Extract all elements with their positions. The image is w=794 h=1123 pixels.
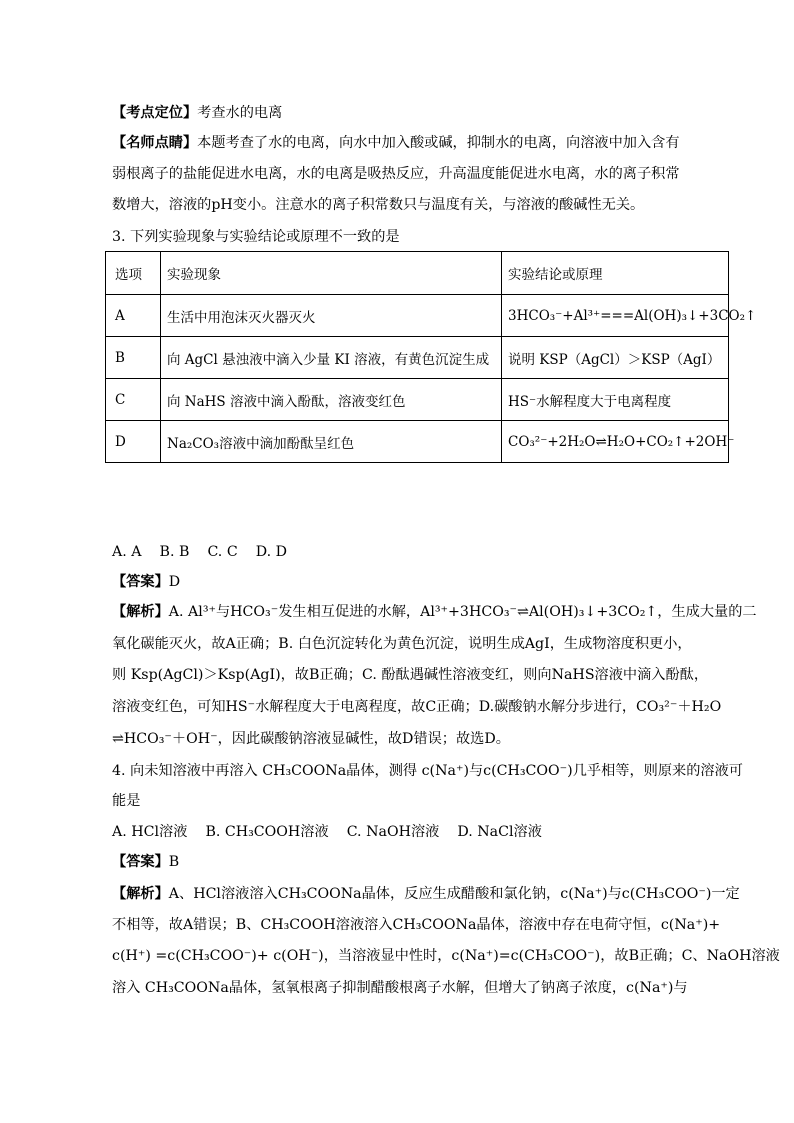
explanation-text: A. Al³⁺与HCO₃⁻发生相互促进的水解，Al³⁺+3HCO₃⁻⇌Al(OH)₃↓+3CO₂↑，生成大量的二 — [168, 604, 757, 620]
mingshi-line-3: 数增大，溶液的pH变小。注意水的离子积常数只与温度有关，与溶液的酸碱性无关。 — [112, 197, 645, 213]
mingshi-line — [112, 133, 680, 153]
explanation-line: 溶入 CH₃COONa晶体，氢氧根离子抑制醋酸根离子水解，但增大了钠离子浓度，c(Na⁺)与 — [112, 980, 688, 996]
question-3-answer — [112, 572, 180, 592]
row-d-option: D — [106, 421, 161, 463]
header-conclusion: 实验结论或原理 — [502, 252, 729, 295]
question-4-answer — [112, 852, 179, 872]
row-a-conclusion: 3HCO₃⁻+Al³⁺===Al(OH)₃↓+3CO₂↑ — [502, 295, 729, 337]
row-c-phenomenon: 向 NaHS 溶液中滴入酚酞，溶液变红色 — [161, 379, 502, 421]
question-3-stem: 3. 下列实验现象与实验结论或原理不一致的是 — [112, 229, 400, 245]
row-a-phenomenon: 生活中用泡沫灭火器灭火 — [161, 295, 502, 337]
row-c-conclusion: HS⁻水解程度大于电离程度 — [502, 379, 729, 421]
table-row — [106, 379, 729, 421]
table-row — [106, 295, 729, 337]
question-4-stem: 4. 向未知溶液中再溶入 CH₃COONa晶体，测得 c(Na⁺)与c(CH₃COO⁻)几乎相等，则原来的溶液可 — [112, 763, 743, 779]
answer-tag: 【答案】 — [112, 574, 169, 590]
explanation-line: 则 Ksp(AgCl)＞Ksp(AgI)，故B正确；C. 酚酞遇碱性溶液变红，则向NaHS溶液中滴入酚酞， — [112, 667, 709, 683]
mingshi-text: 本题考查了水的电离，向水中加入酸或碱，抑制水的电离，向溶液中加入含有 — [197, 135, 680, 151]
answer-value: B — [168, 854, 180, 870]
header-phenomenon: 实验现象 — [161, 252, 502, 295]
question-3-table — [105, 251, 757, 463]
kaodian-tag: 【考点定位】 — [112, 105, 198, 121]
kaodian-line — [112, 103, 282, 123]
explanation-line: 溶液变红色，可知HS⁻水解程度大于电离程度，故C正确；D.碳酸钠水解分步进行，CO₃²⁻＋H₂O — [112, 699, 722, 715]
table-header-row — [106, 252, 729, 295]
explanation-tag: 【解析】 — [112, 886, 169, 902]
kaodian-text: 考查水的电离 — [197, 105, 283, 121]
row-b-phenomenon: 向 AgCl 悬浊液中滴入少量 KI 溶液，有黄色沉淀生成 — [161, 337, 502, 379]
table-row — [106, 421, 729, 463]
row-d-phenomenon: Na₂CO₃溶液中滴加酚酞呈红色 — [161, 421, 502, 463]
mingshi-tag: 【名师点睛】 — [112, 135, 198, 151]
row-b-option: B — [106, 337, 161, 379]
row-c-option: C — [106, 379, 161, 421]
question-3-choices: A. A B. B C. C D. D — [112, 544, 287, 560]
explanation-line: 氧化碳能灭火，故A正确；B. 白色沉淀转化为黄色沉淀，说明生成AgI，生成物溶度积更小， — [112, 636, 692, 652]
explanation-tag: 【解析】 — [112, 604, 169, 620]
question-4-explanation — [112, 884, 740, 904]
row-b-conclusion: 说明 KSP（AgCl）＞KSP（AgI） — [502, 337, 729, 379]
explanation-line: 不相等，故A错误；B、CH₃COOH溶液溶入CH₃COONa晶体，溶液中存在电荷守恒，c(Na⁺)+ — [112, 917, 721, 933]
question-4-choices: A. HCl溶液 B. CH₃COOH溶液 C. NaOH溶液 D. NaCl溶液 — [112, 824, 542, 840]
table-row — [106, 337, 729, 379]
answer-tag: 【答案】 — [112, 854, 169, 870]
explanation-line: ⇌HCO₃⁻＋OH⁻，因此碳酸钠溶液显碱性，故D错误；故选D。 — [112, 731, 510, 747]
explanation-line: c(H⁺) =c(CH₃COO⁻)+ c(OH⁻)，当溶液显中性时，c(Na⁺)=c(CH₃COO⁻)，故B正确；C、NaOH溶液 — [112, 948, 780, 964]
header-option: 选项 — [106, 252, 161, 295]
question-3-explanation — [112, 602, 757, 622]
answer-value: D — [168, 574, 181, 590]
mingshi-line-2: 弱根离子的盐能促进水电离，水的电离是吸热反应，升高温度能促进水电离，水的离子积常 — [112, 166, 680, 182]
explanation-text: A、HCl溶液溶入CH₃COONa晶体，反应生成醋酸和氯化钠，c(Na⁺)与c(CH₃COO⁻)一定 — [168, 886, 740, 902]
row-d-conclusion: CO₃²⁻+2H₂O⇌H₂O+CO₂↑+2OH⁻ — [502, 421, 729, 463]
question-4-stem-2: 能是 — [112, 793, 141, 809]
row-a-option: A — [106, 295, 161, 337]
